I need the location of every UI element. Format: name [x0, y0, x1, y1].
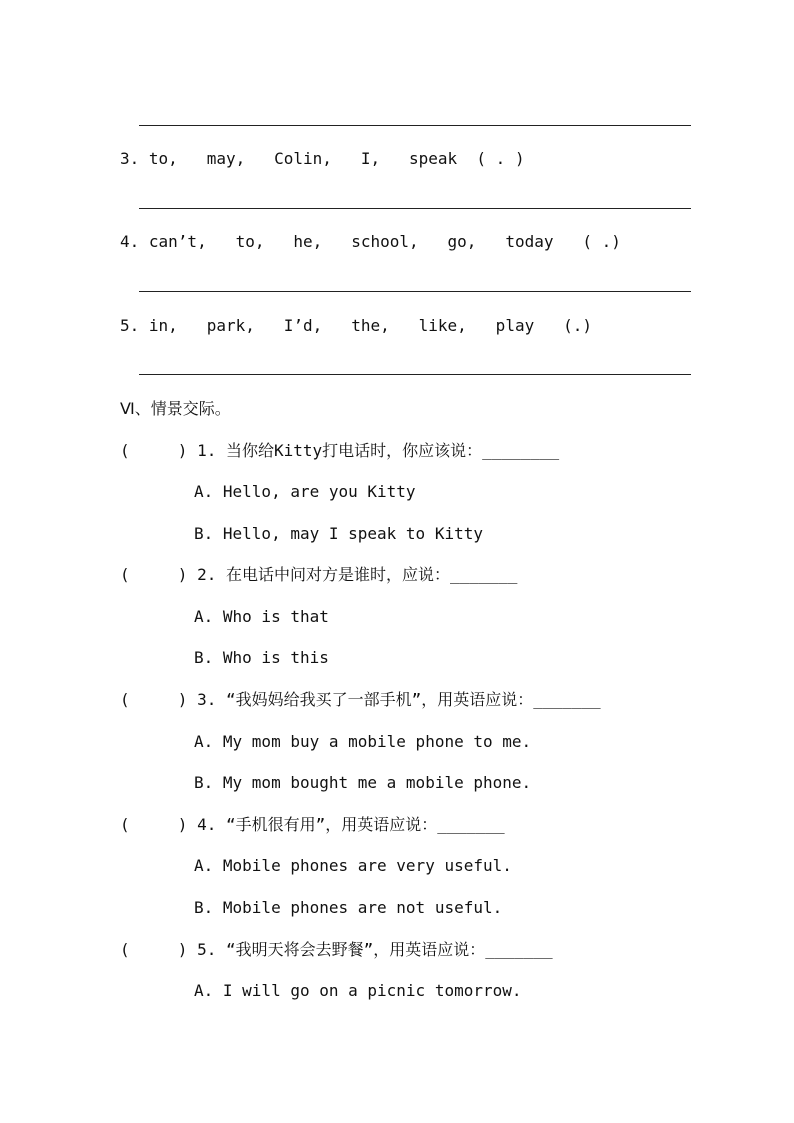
answer-line[interactable]: [139, 291, 691, 292]
question-2: ( ) 2. 在电话中问对方是谁时，应说：_______: [120, 565, 518, 584]
question-4: ( ) 4. “手机很有用”，用英语应说：_______: [120, 815, 505, 834]
question-3-option-b[interactable]: B. My mom bought me a mobile phone.: [194, 773, 532, 792]
answer-line[interactable]: [139, 374, 691, 375]
reorder-item-4: 4. can’t, to, he, school, go, today ( .): [120, 232, 621, 251]
question-5-option-a[interactable]: A. I will go on a picnic tomorrow.: [194, 981, 522, 1000]
question-1: ( ) 1. 当你给Kitty打电话时，你应该说：________: [120, 441, 560, 460]
answer-line[interactable]: [139, 208, 691, 209]
section-title: Ⅵ、情景交际。: [120, 399, 231, 418]
question-2-option-b[interactable]: B. Who is this: [194, 648, 329, 667]
answer-line[interactable]: [139, 125, 691, 126]
question-4-option-b[interactable]: B. Mobile phones are not useful.: [194, 898, 503, 917]
question-1-option-a[interactable]: A. Hello, are you Kitty: [194, 482, 416, 501]
question-5: ( ) 5. “我明天将会去野餐”，用英语应说：_______: [120, 940, 553, 959]
question-3-option-a[interactable]: A. My mom buy a mobile phone to me.: [194, 732, 532, 751]
question-4-option-a[interactable]: A. Mobile phones are very useful.: [194, 856, 512, 875]
question-3: ( ) 3. “我妈妈给我买了一部手机”，用英语应说：_______: [120, 690, 601, 709]
question-1-option-b[interactable]: B. Hello, may I speak to Kitty: [194, 524, 483, 543]
reorder-item-3: 3. to, may, Colin, I, speak ( . ): [120, 149, 525, 168]
reorder-item-5: 5. in, park, I’d, the, like, play (.): [120, 316, 593, 335]
question-2-option-a[interactable]: A. Who is that: [194, 607, 329, 626]
